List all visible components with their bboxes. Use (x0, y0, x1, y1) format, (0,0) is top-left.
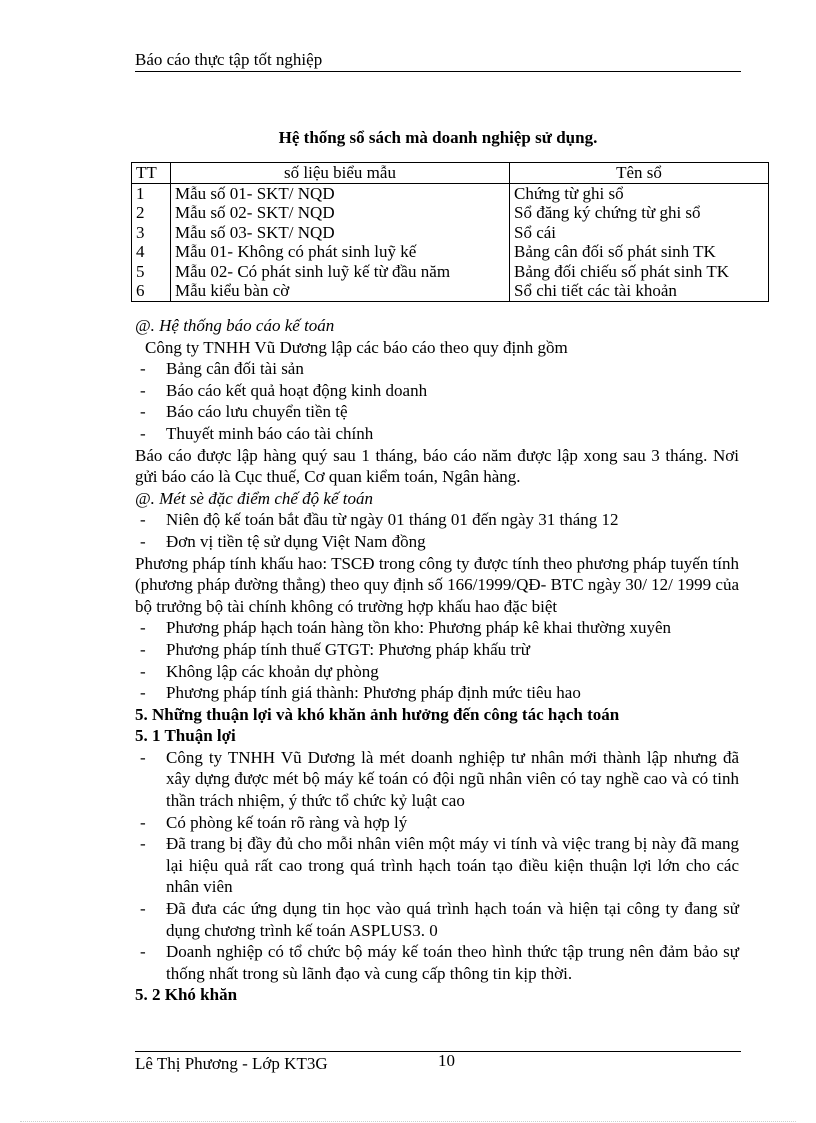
bullet-dash: - (140, 359, 146, 379)
bullet-dash: - (140, 402, 146, 422)
bullet-dash: - (140, 639, 146, 659)
list-item-text: Không lập các khoản dự phòng (166, 661, 379, 681)
cell-form: Mẫu 02- Có phát sinh luỹ kế từ đầu năm (171, 262, 510, 282)
cell-book-name: Sổ cái (510, 223, 769, 243)
list-item-text: Báo cáo kết quả hoạt động kinh doanh (166, 380, 428, 400)
bullet-dash: - (140, 942, 146, 962)
table-row (132, 223, 769, 243)
section-5-2-heading: 5. 2 Khó khăn (135, 985, 238, 1005)
cell-tt: 2 (132, 203, 171, 223)
list-item-text: Phương pháp tính giá thành: Phương pháp định mức tiêu hao (166, 683, 581, 703)
list-item (135, 682, 739, 704)
cell-book-name: Sổ chi tiết các tài khoản (510, 281, 769, 301)
body-content (135, 315, 739, 1006)
table-row (132, 203, 769, 223)
list-item (135, 380, 739, 402)
header-form: số liệu biểu mẫu (171, 163, 510, 184)
section-5-1-heading: 5. 1 Thuận lợi (135, 726, 236, 746)
depreciation-paragraph: Phương pháp tính khấu hao: TSCĐ trong công ty được tính theo phương pháp tuyến tính (phương pháp đường thẳng) theo quy định số 166/1999/QĐ- BTC ngày 30/ 12/ 1999 của bộ trưởng bộ tài chính không có trường hợp khấu hao đặc biệt (135, 553, 739, 616)
bullet-dash: - (140, 380, 146, 400)
list-item (135, 812, 739, 834)
list-item-text: Đơn vị tiền tệ sử dụng Việt Nam đồng (166, 531, 426, 551)
header-title: Báo cáo thực tập tốt nghiệp (135, 50, 323, 69)
cell-book-name: Chứng từ ghi sổ (510, 183, 769, 203)
table-header-row (132, 163, 769, 184)
page-number: 10 (438, 1051, 455, 1070)
cell-tt: 6 (132, 281, 171, 301)
list-item (135, 531, 739, 553)
bullet-dash: - (140, 618, 146, 638)
cell-form: Mẫu số 03- SKT/ NQD (171, 223, 510, 243)
bullet-dash: - (140, 683, 146, 703)
list-item (135, 898, 739, 941)
list-item-text: Bảng cân đối tài sản (166, 359, 304, 379)
cell-form: Mẫu số 01- SKT/ NQD (171, 183, 510, 203)
list-item (135, 661, 739, 683)
list-item (135, 423, 739, 445)
bullet-dash: - (140, 531, 146, 551)
list-item (135, 358, 739, 380)
bullet-dash: - (140, 510, 146, 530)
header-book-name: Tên sổ (510, 163, 769, 184)
cell-form: Mẫu 01- Không có phát sinh luỹ kế (171, 242, 510, 262)
list-item-text: Doanh nghiệp có tổ chức bộ máy kế toán theo hình thức tập trung nên đảm bảo sự thống nhất trong sù lãnh đạo và cung cấp thông tin kịp thời. (166, 942, 739, 983)
list-item (135, 509, 739, 531)
list-item (135, 941, 739, 984)
list-item (135, 833, 739, 898)
cell-book-name: Bảng đối chiếu số phát sinh TK (510, 262, 769, 282)
bullet-dash: - (140, 747, 146, 767)
header-tt: TT (132, 163, 171, 184)
reports-heading: @. Hệ thống báo cáo kế toán (135, 316, 335, 335)
reports-paragraph: Báo cáo được lập hàng quý sau 1 tháng, báo cáo năm được lập xong sau 3 tháng. Nơi gửi báo cáo là Cục thuế, Cơ quan kiểm toán, Ngân hàng. (135, 445, 739, 487)
list-item-text: Đã đưa các ứng dụng tin học vào quá trình hạch toán và hiện tại công ty đang sử dụng chương trình kế toán ASPLUS3. 0 (166, 899, 739, 940)
section-title: Hệ thống sổ sách mà doanh nghiệp sử dụng. (278, 128, 598, 147)
cell-form: Mẫu kiểu bàn cờ (171, 281, 510, 301)
footer-author: Lê Thị Phương - Lớp KT3G (135, 1054, 328, 1073)
list-item-text: Niên độ kế toán bắt đầu từ ngày 01 tháng 01 đến ngày 31 tháng 12 (166, 510, 619, 530)
cell-tt: 4 (132, 242, 171, 262)
table-row (132, 183, 769, 203)
cell-book-name: Bảng cân đối số phát sinh TK (510, 242, 769, 262)
bullet-dash: - (140, 812, 146, 832)
page-edge (20, 1121, 796, 1122)
reports-intro: Công ty TNHH Vũ Dương lập các báo cáo theo quy định gồm (145, 337, 568, 357)
list-item (135, 747, 739, 812)
bullet-dash: - (140, 899, 146, 919)
bullet-dash: - (140, 834, 146, 854)
list-item-text: Báo cáo lưu chuyển tiền tệ (166, 402, 348, 422)
cell-form: Mẫu số 02- SKT/ NQD (171, 203, 510, 223)
list-item-text: Công ty TNHH Vũ Dương là mét doanh nghiệp tư nhân mới thành lập nhưng đã xây dựng được mét bộ máy kế toán có đội ngũ nhân viên có tay nghề cao và có tinh thần trách nhiệm, ý thức tổ chức kỷ luật cao (166, 747, 739, 811)
list-item (135, 617, 739, 639)
cell-tt: 1 (132, 183, 171, 203)
table-row (132, 262, 769, 282)
ledger-table (131, 162, 769, 302)
list-item-text: Thuyết minh báo cáo tài chính (166, 423, 374, 443)
section-5-heading: 5. Những thuận lợi và khó khăn ảnh hưởng đến công tác hạch toán (135, 704, 620, 724)
bullet-dash: - (140, 661, 146, 681)
list-item-text: Phương pháp tính thuế GTGT: Phương pháp khấu trừ (166, 639, 530, 659)
list-item (135, 639, 739, 661)
header-rule (135, 71, 741, 72)
list-item-text: Phương pháp hạch toán hàng tồn kho: Phương pháp kê khai thường xuyên (166, 618, 672, 638)
cell-book-name: Sổ đăng ký chứng từ ghi sổ (510, 203, 769, 223)
list-item-text: Có phòng kế toán rõ ràng và hợp lý (166, 812, 408, 832)
regime-heading: @. Mét sè đặc điểm chế độ kế toán (135, 488, 373, 508)
table-row (132, 281, 769, 301)
table-row (132, 242, 769, 262)
list-item (135, 401, 739, 423)
cell-tt: 3 (132, 223, 171, 243)
cell-tt: 5 (132, 262, 171, 282)
bullet-dash: - (140, 423, 146, 443)
list-item-text: Đã trang bị đầy đủ cho mỗi nhân viên một máy vi tính và việc trang bị này đã mang lại hiệu quả rất cao trong quá trình hạch toán tạo điều kiện thuận lợi lớn cho các nhân viên (166, 834, 739, 897)
